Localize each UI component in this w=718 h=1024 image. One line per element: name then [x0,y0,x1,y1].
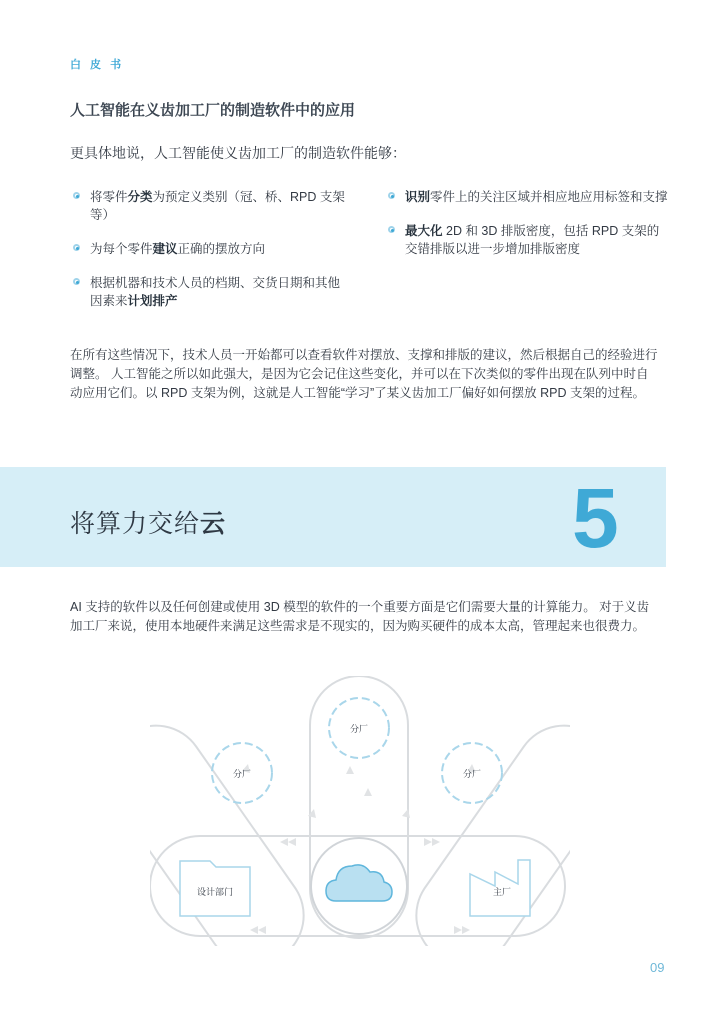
list-item: 根据机器和技术人员的档期、交货日期和其他因素来计划排产 [70,274,350,310]
section-title: 人工智能在义齿加工厂的制造软件中的应用 [70,102,356,119]
cloud-network-diagram [150,676,570,946]
main-factory-label: 主厂 [492,888,512,898]
branch-label-left: 分厂 [232,770,252,780]
body-paragraph: AI 支持的软件以及任何创建或使用 3D 模型的软件的一个重要方面是它们需要大量的计算能力。 对于义齿加工厂来说，使用本地硬件来满足这些需求是不现实的，因为购买硬件的成本太高，管理起来也很费力。 [70,600,650,633]
section-number: 5 [572,471,619,565]
banner-title: 将算力交给云 [70,510,227,538]
section-lead: 更具体地说，人工智能使义齿加工厂的制造软件能够： [70,145,406,161]
branch-label-top: 分厂 [349,725,369,735]
list-item: 最大化 2D 和 3D 排版密度，包括 RPD 支架的交错排版以进一步增加排版密度 [385,222,670,258]
bullet-icon [73,192,80,199]
bullet-icon [73,244,80,251]
bullet-list-left [70,188,350,326]
flow-arrows [242,764,476,934]
bullet-icon [388,226,395,233]
body-paragraph: 在所有这些情况下，技术人员一开始都可以查看软件对摆放、支撑和排版的建议，然后根据自己的经验进行调整。 人工智能之所以如此强大，是因为它会记住这些变化，并可以在下次类似的零件出现在队列中时自动应用它们。以 RPD 支架为例，这就是人工智能“学习”了某义齿加工厂偏好如何摆放 RPD 支架的过程。 [70,348,658,400]
bullet-icon [388,192,395,199]
bullet-list-right [385,188,670,274]
list-item: 识别零件上的关注区域并相应地应用标签和支撑 [385,188,670,206]
branch-label-right: 分厂 [462,770,482,780]
list-item: 为每个零件建议正确的摆放方向 [70,240,350,258]
page-number: 09 [650,960,665,975]
design-dept-label: 设计部门 [196,888,234,898]
bullet-icon [73,278,80,285]
cloud-icon [326,865,392,901]
list-item: 将零件分类为预定义类别（冠、桥、RPD 支架等） [70,188,350,224]
document-type-label: 白 皮 书 [70,59,125,71]
